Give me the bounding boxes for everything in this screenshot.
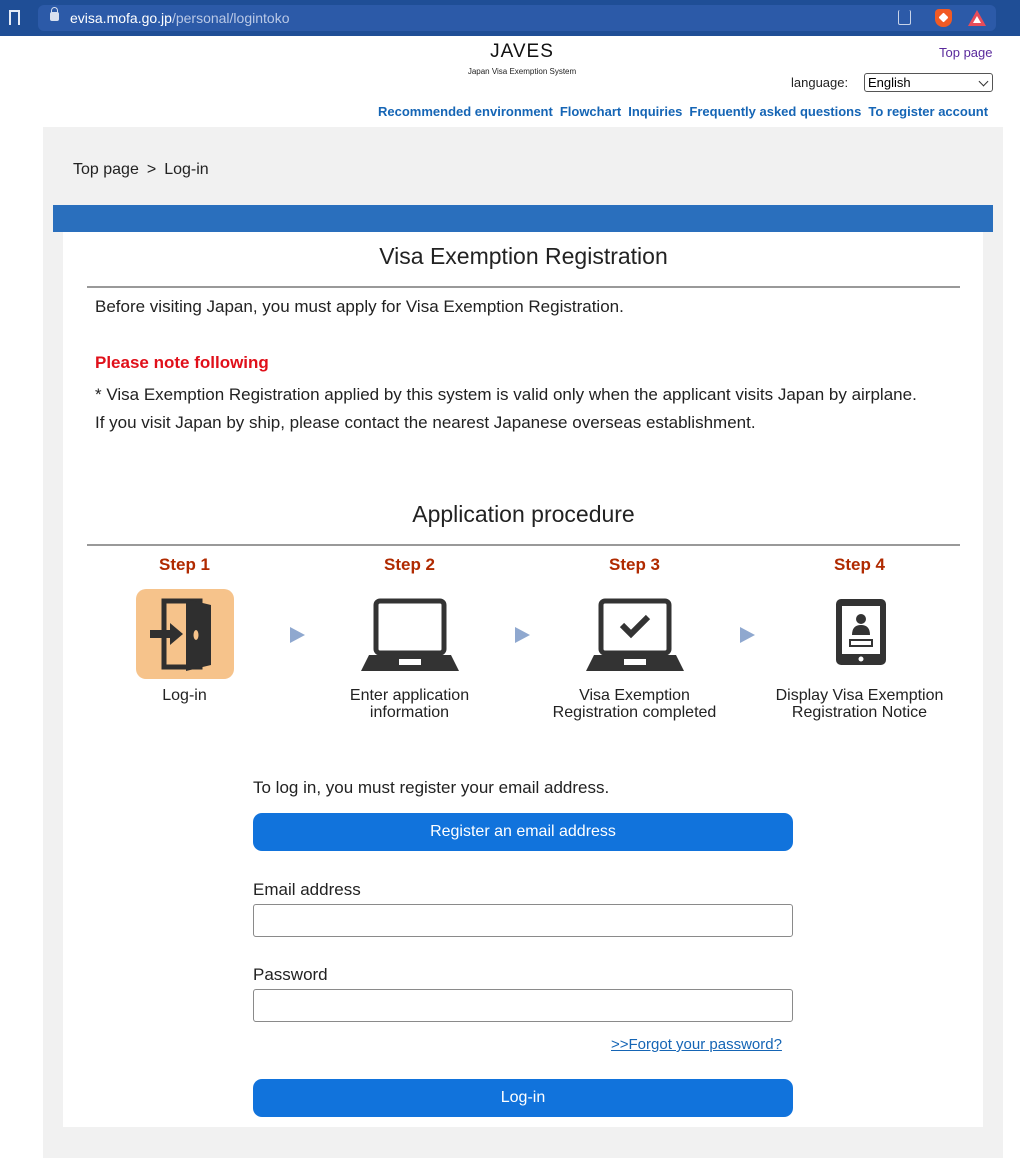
browser-toolbar <box>0 0 1020 36</box>
header-nav <box>378 104 1004 119</box>
rewards-triangle-icon[interactable] <box>968 10 986 26</box>
door-enter-icon <box>136 589 234 679</box>
site-logo-title: JAVES <box>490 41 554 62</box>
step-description-line: Enter application <box>349 687 470 704</box>
step-description <box>72 687 297 704</box>
step-2 <box>297 555 522 721</box>
step-4 <box>747 555 972 721</box>
step-description-line: Registration Notice <box>791 704 928 721</box>
share-icon[interactable] <box>898 10 911 25</box>
note-line-1: * Visa Exemption Registration applied by this system is valid only when the applicant visits Japan by airplane. <box>95 385 917 404</box>
step-description <box>297 687 522 721</box>
step-description-line: information <box>369 704 450 721</box>
step-description-line: Display Visa Exemption <box>775 687 944 704</box>
title-divider <box>87 286 960 288</box>
step-3 <box>522 555 747 721</box>
step-description-line: Registration completed <box>552 704 717 721</box>
section-header-bar <box>53 205 993 232</box>
url-text[interactable]: evisa.mofa.go.jp/personal/logintoko <box>70 10 290 26</box>
laptop-check-icon <box>586 589 684 679</box>
note-heading: Please note following <box>95 353 269 372</box>
email-input[interactable] <box>253 904 793 937</box>
step-label: Step 3 <box>608 555 661 574</box>
page-title: Visa Exemption Registration <box>379 243 668 269</box>
nav-flowchart[interactable]: Flowchart <box>559 104 622 119</box>
language-label: language: <box>791 75 849 90</box>
bookmark-icon[interactable] <box>9 10 20 25</box>
nav-register-account[interactable]: To register account <box>868 104 989 119</box>
login-button[interactable]: Log-in <box>253 1079 793 1117</box>
brave-shield-icon[interactable] <box>935 9 952 27</box>
forgot-password-link[interactable]: >>Forgot your password? <box>611 1036 782 1053</box>
register-email-button[interactable]: Register an email address <box>253 813 793 851</box>
step-description-line: Visa Exemption <box>579 687 690 704</box>
email-label: Email address <box>253 880 361 899</box>
register-prompt: To log in, you must register your email address. <box>253 778 610 797</box>
step-label: Step 2 <box>383 555 436 574</box>
password-input[interactable] <box>253 989 793 1022</box>
breadcrumb-current: Log-in <box>164 161 209 178</box>
laptop-icon <box>361 589 459 679</box>
step-description-line: Log-in <box>162 687 207 704</box>
nav-faq[interactable]: Frequently asked questions <box>689 104 862 119</box>
note-line-2: If you visit Japan by ship, please contact the nearest Japanese overseas establishment. <box>95 413 756 432</box>
breadcrumb-home[interactable]: Top page <box>73 161 139 178</box>
nav-recommended-environment[interactable]: Recommended environment <box>378 104 553 119</box>
step-description <box>522 687 747 721</box>
procedure-divider <box>87 544 960 546</box>
step-description <box>747 687 972 721</box>
lock-icon <box>50 12 59 21</box>
step-label: Step 1 <box>158 555 211 574</box>
step-1 <box>72 555 297 704</box>
note-body <box>95 381 955 437</box>
procedure-title: Application procedure <box>412 501 635 527</box>
step-label: Step 4 <box>833 555 886 574</box>
phone-id-icon <box>811 589 909 679</box>
language-select[interactable] <box>864 73 993 92</box>
language-selected-value: English <box>868 75 911 90</box>
top-page-link[interactable]: Top page <box>939 45 993 60</box>
site-logo-subtitle: Japan Visa Exemption System <box>467 67 577 76</box>
breadcrumb <box>73 161 209 179</box>
nav-inquiries[interactable]: Inquiries <box>628 104 683 119</box>
intro-text: Before visiting Japan, you must apply for Visa Exemption Registration. <box>95 297 624 316</box>
password-label: Password <box>253 965 328 984</box>
breadcrumb-separator: > <box>146 161 157 178</box>
